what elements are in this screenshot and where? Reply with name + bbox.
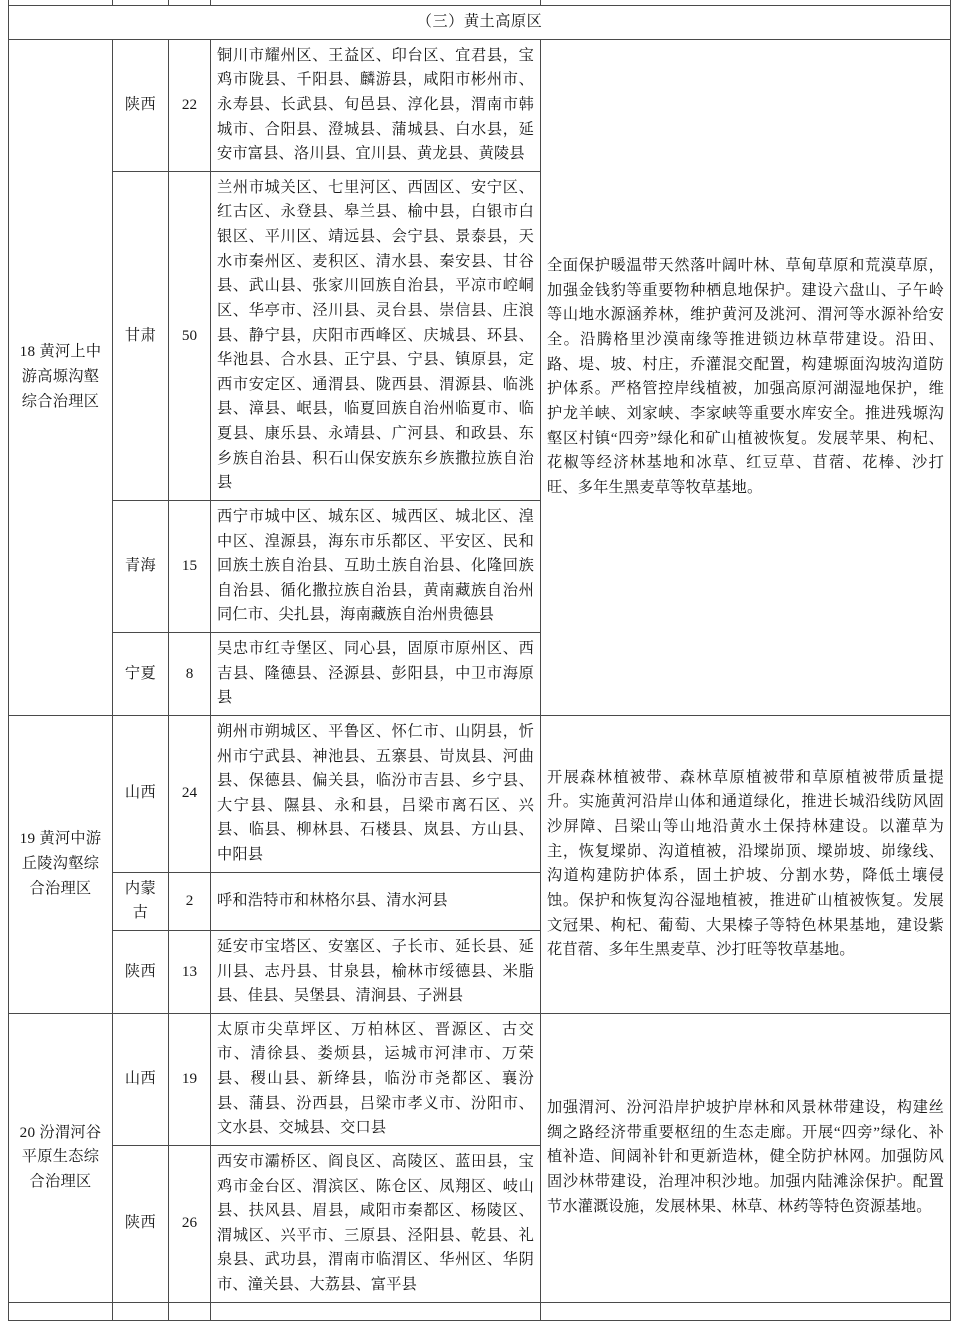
province-name: 宁夏	[113, 633, 169, 716]
unit-list: 太原市尖草坪区、万柏林区、晋源区、古交市、清徐县、娄烦县，运城市河津市、万荣县、稷山县、新绛县，临汾市尧都区、襄汾县、蒲县、汾西县，吕梁市孝义市、汾阳市、文水县、交城县、交口县	[211, 1013, 541, 1145]
section-header-title: （三）黄土高原区	[9, 6, 951, 40]
unit-list: 延安市宝塔区、安塞区、子长市、延长县、延川县、志丹县、甘泉县，榆林市绥德县、米脂县、佳县、吴堡县、清涧县、子洲县	[211, 930, 541, 1013]
measures-text-20: 加强渭河、汾河沿岸护坡护岸林和风景林带建设，构建丝绸之路经济带重要枢纽的生态走廊。开展“四旁”绿化、补植补造、间阔补针和更新造林，健全防护林网。加强防风固沙林带建设，治理冲积沙地。加强内陆滩涂保护。配置节水灌溉设施，发展林果、林草、林药等特色资源基地。	[541, 1013, 951, 1302]
table-row	[9, 715, 951, 872]
cut-cell-units-bottom	[211, 1302, 541, 1320]
unit-count: 26	[169, 1145, 211, 1302]
province-name: 内蒙古	[113, 872, 169, 930]
province-name: 陕西	[113, 1145, 169, 1302]
province-name: 青海	[113, 500, 169, 632]
unit-count: 24	[169, 715, 211, 872]
province-name: 陕西	[113, 930, 169, 1013]
province-name: 山西	[113, 715, 169, 872]
table-body	[9, 0, 951, 1320]
cut-cell-count-bottom	[169, 1302, 211, 1320]
measures-text-19: 开展森林植被带、森林草原植被带和草原植被带质量提升。实施黄河沿岸山体和通道绿化，推进长城沿线防风固沙屏障、吕梁山等山地沿黄水土保持林建设。以灌草为主，恢复墚峁、沟道植被，沿墚峁顶、墚峁坡、峁缘线、沟道构建防护体系，固土护坡、分割水势，降低土壤侵蚀。保护和恢复沟谷湿地植被，推进矿山植被恢复。发展文冠果、枸杞、葡萄、大果榛子等特色林果基地，建设紫花苜蓿、多年生黑麦草、沙打旺等牧草基地。	[541, 715, 951, 1013]
cut-cell-region-bottom	[9, 1302, 113, 1320]
unit-list: 西宁市城中区、城东区、城西区、城北区、湟中区、湟源县，海东市乐都区、平安区、民和回族土族自治县、互助土族自治县、化隆回族自治县、循化撒拉族自治县，黄南藏族自治州同仁市、尖扎县，海南藏族自治州贵德县	[211, 500, 541, 632]
unit-count: 19	[169, 1013, 211, 1145]
unit-list: 兰州市城关区、七里河区、西固区、安宁区、红古区、永登县、皋兰县、榆中县，白银市白银区、平川区、靖远县、会宁县、景泰县，天水市秦州区、麦积区、清水县、秦安县、甘谷县、武山县、张家川回族自治县，平凉市崆峒区、华亭市、泾川县、灵台县、崇信县、庄浪县、静宁县，庆阳市西峰区、庆城县、环县、华池县、合水县、正宁县、宁县、镇原县，定西市安定区、通渭县、陇西县、渭源县、临洮县、漳县、岷县，临夏回族自治州临夏市、临夏县、康乐县、永靖县、广河县、和政县、东乡族自治县、积石山保安族东乡族撒拉族自治县	[211, 171, 541, 500]
unit-count: 22	[169, 39, 211, 171]
cut-cell-measures-bottom	[541, 1302, 951, 1320]
unit-count: 50	[169, 171, 211, 500]
unit-count: 2	[169, 872, 211, 930]
section-header-row	[9, 6, 951, 40]
unit-list: 铜川市耀州区、王益区、印台区、宜君县，宝鸡市陇县、千阳县、麟游县，咸阳市彬州市、永寿县、长武县、旬邑县、淳化县，渭南市韩城市、合阳县、澄城县、蒲城县、白水县，延安市富县、洛川县、宜川县、黄龙县、黄陵县	[211, 39, 541, 171]
region-name-18: 18 黄河上中游高塬沟壑综合治理区	[9, 39, 113, 715]
table-row-partial-bottom	[9, 1302, 951, 1320]
region-name-20: 20 汾渭河谷平原生态综合治理区	[9, 1013, 113, 1302]
unit-count: 13	[169, 930, 211, 1013]
unit-count: 15	[169, 500, 211, 632]
unit-list: 吴忠市红寺堡区、同心县，固原市原州区、西吉县、隆德县、泾源县、彭阳县，中卫市海原县	[211, 633, 541, 716]
unit-count: 8	[169, 633, 211, 716]
province-name: 山西	[113, 1013, 169, 1145]
unit-list: 朔州市朔城区、平鲁区、怀仁市、山阴县，忻州市宁武县、神池县、五寨县、岢岚县、河曲县、保德县、偏关县，临汾市吉县、乡宁县、大宁县、隰县、永和县，吕梁市离石区、兴县、临县、柳林县、石楼县、岚县、方山县、中阳县	[211, 715, 541, 872]
eco-zone-table	[8, 0, 951, 1321]
cut-cell-province-bottom	[113, 1302, 169, 1320]
measures-text-18: 全面保护暖温带天然落叶阔叶林、草甸草原和荒漠草原，加强金钱豹等重要物种栖息地保护。建设六盘山、子午岭等山地水源涵养林，维护黄河及洮河、渭河等水源补给安全。沿腾格里沙漠南缘等推进锁边林草带建设。沿田、路、堤、坡、村庄，乔灌混交配置，构建塬面沟坡沟道防护体系。严格管控岸线植被，加强高原河湖湿地保护，维护龙羊峡、刘家峡、李家峡等重要水库安全。推进残塬沟壑区村镇“四旁”绿化和矿山植被恢复。发展苹果、枸杞、花椒等经济林基地和冰草、红豆草、苜蓿、花棒、沙打旺、多年生黑麦草等牧草基地。	[541, 39, 951, 715]
table-row	[9, 39, 951, 171]
table-row	[9, 1013, 951, 1145]
unit-list: 西安市灞桥区、阎良区、高陵区、蓝田县，宝鸡市金台区、渭滨区、陈仓区、凤翔区、岐山县、扶风县、眉县，咸阳市秦都区、杨陵区、渭城区、兴平市、三原县、泾阳县、乾县、礼泉县、武功县，渭南市临渭区、华州区、华阴市、潼关县、大荔县、富平县	[211, 1145, 541, 1302]
region-name-19: 19 黄河中游丘陵沟壑综合治理区	[9, 715, 113, 1013]
province-name: 陕西	[113, 39, 169, 171]
unit-list: 呼和浩特市和林格尔县、清水河县	[211, 872, 541, 930]
province-name: 甘肃	[113, 171, 169, 500]
